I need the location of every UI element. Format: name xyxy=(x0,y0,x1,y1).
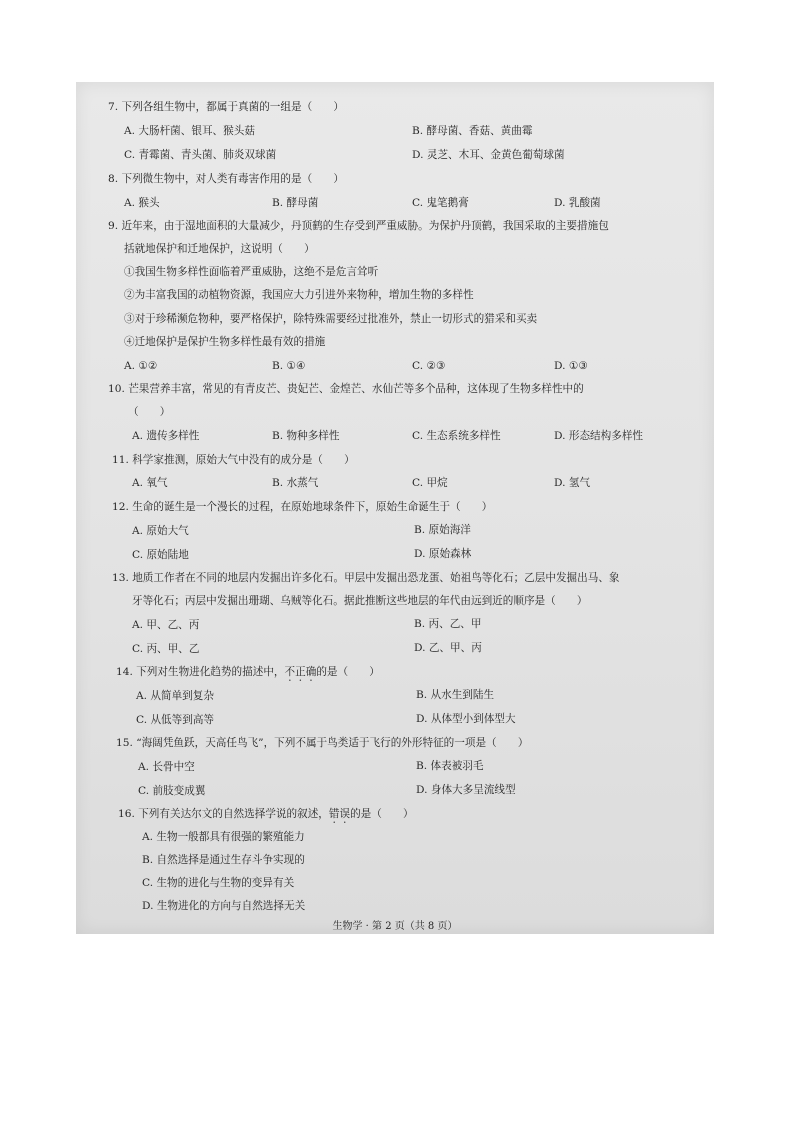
question-8-option-a: A. 猴头 xyxy=(124,197,160,209)
question-15-option-d: D. 身体大多呈流线型 xyxy=(416,784,516,796)
question-13-stem: 13. 地质工作者在不同的地层内发掘出许多化石。甲层中发掘出恐龙蛋、始祖鸟等化石；乙层中发掘出马、象 xyxy=(112,572,620,584)
question-9-option-d: D. ①③ xyxy=(554,360,588,372)
question-9-option-a: A. ①② xyxy=(124,360,158,372)
question-14-emphasis: 不正确 xyxy=(284,666,317,678)
question-11-option-a: A. 氧气 xyxy=(132,477,168,489)
question-11-stem: 11. 科学家推测，原始大气中没有的成分是（ ） xyxy=(112,454,355,466)
question-12-option-c: C. 原始陆地 xyxy=(132,549,189,561)
question-12-option-a: A. 原始大气 xyxy=(132,525,189,537)
question-14-option-d: D. 从体型小到体型大 xyxy=(416,713,516,725)
question-7-option-b: B. 酵母菌、香菇、黄曲霉 xyxy=(412,125,533,137)
question-16-emphasis: 错误 xyxy=(328,808,351,820)
question-13-option-a: A. 甲、乙、丙 xyxy=(132,619,200,631)
question-15-option-c: C. 前肢变成翼 xyxy=(138,785,206,797)
question-16-stem-pre: 16. 下列有关达尔文的自然选择学说的叙述， xyxy=(118,808,329,820)
question-9-statement-3: ③对于珍稀濒危物种，要严格保护，除特殊需要经过批准外，禁止一切形式的猎采和买卖 xyxy=(124,313,538,325)
question-9-stem-continued: 括就地保护和迁地保护，这说明（ ） xyxy=(124,243,315,255)
question-16-option-c: C. 生物的进化与生物的变异有关 xyxy=(142,877,295,889)
question-7-option-d: D. 灵芝、木耳、金黄色葡萄球菌 xyxy=(412,149,565,161)
question-12-stem: 12. 生命的诞生是一个漫长的过程，在原始地球条件下，原始生命诞生于（ ） xyxy=(112,501,493,513)
question-13-option-c: C. 丙、甲、乙 xyxy=(132,643,200,655)
question-10-option-d: D. 形态结构多样性 xyxy=(554,430,644,442)
exam-page xyxy=(76,82,714,934)
question-14-option-b: B. 从水生到陆生 xyxy=(416,689,495,701)
question-8-option-b: B. 酵母菌 xyxy=(272,197,319,209)
question-14-stem xyxy=(116,665,380,684)
question-8-option-d: D. 乳酸菌 xyxy=(554,197,601,209)
question-15-option-a: A. 长骨中空 xyxy=(138,761,195,773)
question-15-option-b: B. 体表被羽毛 xyxy=(416,760,484,772)
question-16-stem-post: 的是（ ） xyxy=(350,808,414,820)
question-7-option-c: C. 青霉菌、青头菌、肺炎双球菌 xyxy=(124,149,277,161)
question-9-statement-1: ①我国生物多样性面临着严重威胁，这绝不是危言耸听 xyxy=(124,266,379,278)
question-10-stem-continued: （ ） xyxy=(128,406,171,418)
question-9-statement-2: ②为丰富我国的动植物资源，我国应大力引进外来物种，增加生物的多样性 xyxy=(124,289,474,301)
question-14-stem-post: 的是（ ） xyxy=(316,666,380,678)
question-8-option-c: C. 鬼笔鹅膏 xyxy=(412,197,469,209)
question-11-option-d: D. 氢气 xyxy=(554,477,591,489)
question-15-stem: 15. “海阔凭鱼跃，天高任鸟飞”，下列不属于鸟类适于飞行的外形特征的一项是（ ） xyxy=(116,737,529,749)
question-11-option-b: B. 水蒸气 xyxy=(272,477,319,489)
question-14-stem-pre: 14. 下列对生物进化趋势的描述中， xyxy=(116,666,285,678)
question-10-stem: 10. 芒果营养丰富，常见的有青皮芒、贵妃芒、金煌芒、水仙芒等多个品种，这体现了生物多样性中的 xyxy=(108,383,584,395)
question-10-option-a: A. 遗传多样性 xyxy=(132,430,200,442)
question-14-option-c: C. 从低等到高等 xyxy=(136,714,215,726)
question-16-stem xyxy=(118,807,414,826)
question-14-option-a: A. 从简单到复杂 xyxy=(136,690,214,702)
page-footer: 生物学 · 第 2 页（共 8 页） xyxy=(332,921,458,932)
question-9-stem: 9. 近年来，由于湿地面积的大量减少，丹顶鹤的生存受到严重威胁。为保护丹顶鹤，我国采取的主要措施包 xyxy=(108,220,609,232)
question-12-option-b: B. 原始海洋 xyxy=(414,524,471,536)
question-16-option-d: D. 生物进化的方向与自然选择无关 xyxy=(142,900,306,912)
question-13-option-b: B. 丙、乙、甲 xyxy=(414,618,482,630)
question-7-option-a: A. 大肠杆菌、银耳、猴头菇 xyxy=(124,125,255,137)
question-11-option-c: C. 甲烷 xyxy=(412,477,448,489)
question-8-stem: 8. 下列微生物中，对人类有毒害作用的是（ ） xyxy=(108,173,344,185)
question-13-stem-continued: 牙等化石；丙层中发掘出珊瑚、乌贼等化石。据此推断这些地层的年代由远到近的顺序是（ ） xyxy=(132,595,588,607)
question-10-option-c: C. 生态系统多样性 xyxy=(412,430,501,442)
question-10-option-b: B. 物种多样性 xyxy=(272,430,340,442)
question-7-stem: 7. 下列各组生物中，都属于真菌的一组是（ ） xyxy=(108,101,344,113)
question-16-option-b: B. 自然选择是通过生存斗争实现的 xyxy=(142,854,305,866)
question-13-option-d: D. 乙、甲、丙 xyxy=(414,642,482,654)
question-9-statement-4: ④迁地保护是保护生物多样性最有效的措施 xyxy=(124,336,326,348)
question-9-option-c: C. ②③ xyxy=(412,360,446,372)
question-16-option-a: A. 生物一般都具有很强的繁殖能力 xyxy=(142,831,305,843)
question-12-option-d: D. 原始森林 xyxy=(414,548,472,560)
question-9-option-b: B. ①④ xyxy=(272,360,306,372)
